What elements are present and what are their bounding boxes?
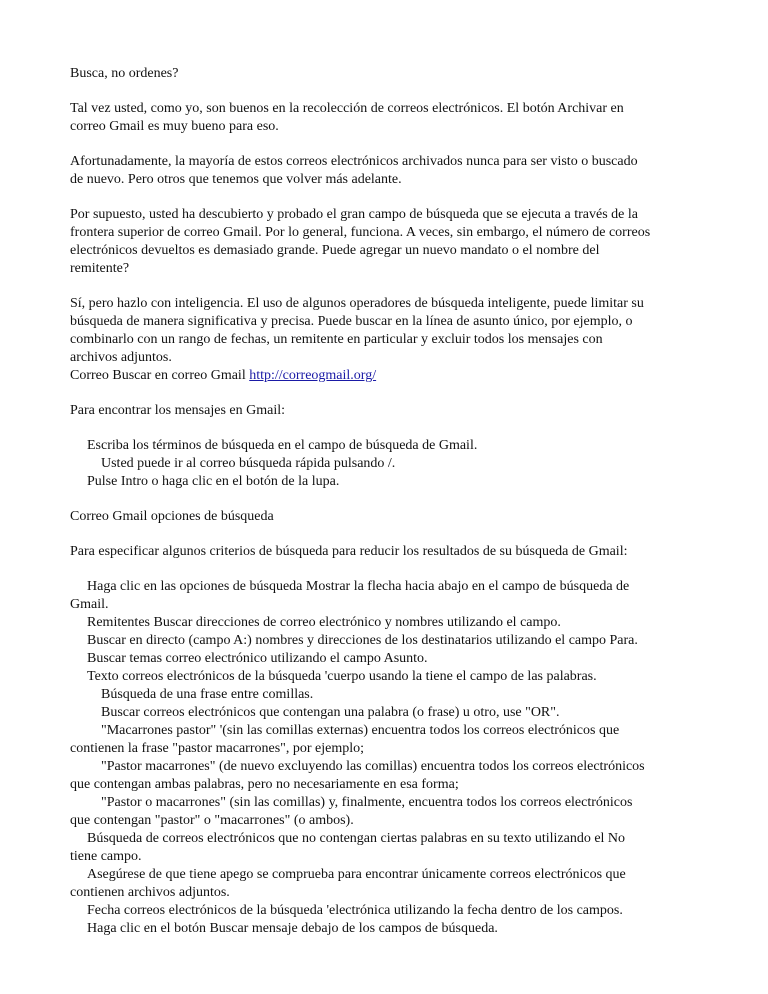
text-line: archivos adjuntos.: [70, 350, 172, 365]
list-item: Búsqueda de correos electrónicos que no contengan ciertas palabras en su texto utilizando el No: [87, 831, 626, 846]
text-line: frontera superior de correo Gmail. Por lo general, funciona. A veces, sin embargo, el número de correos: [70, 225, 651, 240]
list-item-continuation: tiene campo.: [70, 849, 142, 864]
source-label: Correo Buscar en correo Gmail: [70, 368, 250, 383]
list-item-continuation: contienen archivos adjuntos.: [70, 885, 230, 900]
find-heading: Para encontrar los mensajes en Gmail:: [70, 403, 285, 418]
list-item: Texto correos electrónicos de la búsqueda 'cuerpo usando la tiene el campo de las palabras.: [87, 669, 597, 684]
text-line: electrónicos devueltos es demasiado grande. Puede agregar un nuevo mandato o el nombre del: [70, 243, 600, 258]
list-item: Buscar en directo (campo A:) nombres y direcciones de los destinatarios utilizando el campo Para.: [87, 633, 638, 648]
text-line: remitente?: [70, 261, 130, 276]
text-line: Tal vez usted, como yo, son buenos en la recolección de correos electrónicos. El botón Archivar en: [70, 101, 624, 116]
paragraph-4: [70, 295, 710, 385]
list-item-continuation: Gmail.: [70, 597, 109, 612]
list-item: Remitentes Buscar direcciones de correo electrónico y nombres utilizando el campo.: [87, 615, 561, 630]
document-page: [70, 65, 710, 938]
list-item: Asegúrese de que tiene apego se comprueba para encontrar únicamente correos electrónicos que: [87, 867, 626, 882]
text-line: de nuevo. Pero otros que tenemos que volver más adelante.: [70, 172, 402, 187]
options-heading: Correo Gmail opciones de búsqueda: [70, 509, 274, 524]
source-line: [70, 367, 710, 385]
list-item: Fecha correos electrónicos de la búsqueda 'electrónica utilizando la fecha dentro de los campos.: [87, 903, 623, 918]
text-line: búsqueda de manera significativa y precisa. Puede buscar en la línea de asunto único, por ejemplo, o: [70, 314, 633, 329]
list-item-continuation: que contengan "pastor" o "macarrones" (o ambos).: [70, 813, 354, 828]
list-subitem: "Pastor macarrones" (de nuevo excluyendo las comillas) encuentra todos los correos electrónicos: [101, 759, 645, 774]
text-line: Afortunadamente, la mayoría de estos correos electrónicos archivados nunca para ser visto o buscado: [70, 154, 638, 169]
list-item: Pulse Intro o haga clic en el botón de la lupa.: [87, 474, 340, 489]
list-subitem: "Macarrones pastor" '(sin las comillas externas) encuentra todos los correos electrónicos que: [101, 723, 620, 738]
list-subitem: Búsqueda de una frase entre comillas.: [101, 687, 314, 702]
paragraph-1: [70, 100, 710, 136]
list-item: Haga clic en las opciones de búsqueda Mostrar la flecha hacia abajo en el campo de búsqueda de: [87, 579, 630, 594]
find-steps-list: [70, 437, 710, 491]
list-item: Usted puede ir al correo búsqueda rápida pulsando /.: [101, 456, 396, 471]
list-item: Buscar temas correo electrónico utilizando el campo Asunto.: [87, 651, 428, 666]
list-item-continuation: que contengan ambas palabras, pero no necesariamente en esa forma;: [70, 777, 459, 792]
text-line: combinarlo con un rango de fechas, un remitente en particular y excluir todos los mensajes con: [70, 332, 603, 347]
list-item: Haga clic en el botón Buscar mensaje debajo de los campos de búsqueda.: [87, 921, 498, 936]
paragraph-3: [70, 206, 710, 278]
list-item: Escriba los términos de búsqueda en el campo de búsqueda de Gmail.: [87, 438, 478, 453]
list-item-continuation: contienen la frase "pastor macarrones", por ejemplo;: [70, 741, 365, 756]
options-intro: Para especificar algunos criterios de búsqueda para reducir los resultados de su búsqueda de Gmail:: [70, 544, 628, 559]
list-subitem: Buscar correos electrónicos que contengan una palabra (o frase) u otro, use "OR".: [101, 705, 560, 720]
source-link[interactable]: http://correogmail.org/: [249, 368, 377, 383]
document-heading: Busca, no ordenes?: [70, 66, 179, 81]
text-line: Sí, pero hazlo con inteligencia. El uso de algunos operadores de búsqueda inteligente, puede limitar su: [70, 296, 644, 311]
text-line: Por supuesto, usted ha descubierto y probado el gran campo de búsqueda que se ejecuta a través de la: [70, 207, 638, 222]
text-line: correo Gmail es muy bueno para eso.: [70, 119, 279, 134]
paragraph-2: [70, 153, 710, 189]
options-list: [70, 578, 710, 938]
list-subitem: "Pastor o macarrones" (sin las comillas) y, finalmente, encuentra todos los correos electrónicos: [101, 795, 633, 810]
